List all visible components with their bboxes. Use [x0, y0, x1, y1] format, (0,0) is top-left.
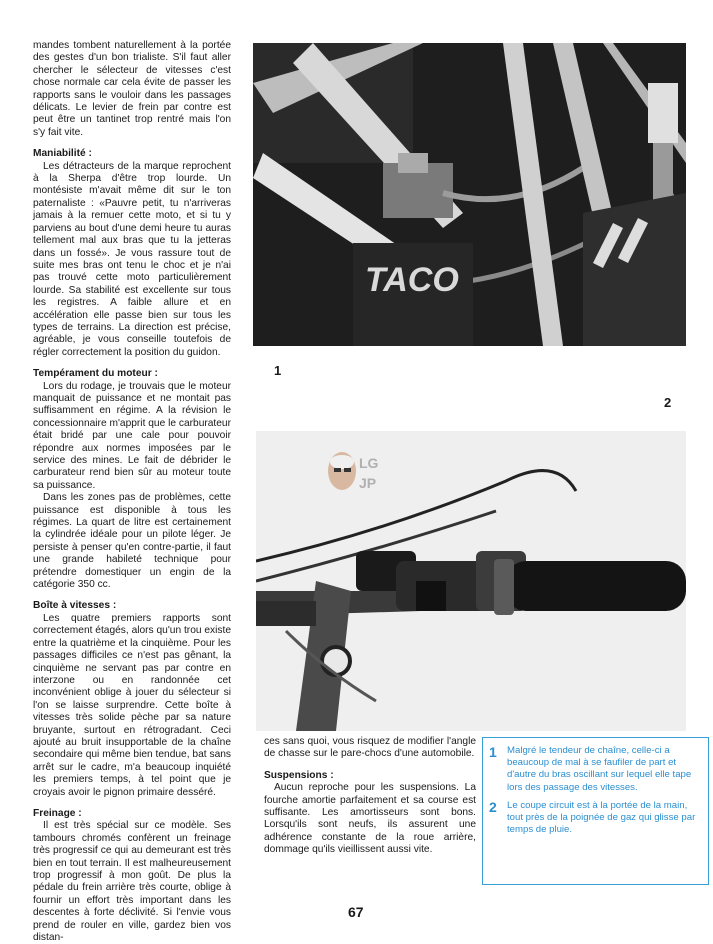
photo-handlebar-throttle [256, 431, 686, 731]
heading-freinage: Freinage : [33, 807, 82, 819]
figure-2-number: 2 [664, 395, 672, 410]
middle-text-column [264, 736, 476, 857]
figure-1-number: 1 [274, 363, 282, 378]
paragraph-temperament-1: Lors du rodage, je trouvais que le moteur manquait de puissance et ne montait pas suffisamment en régime. A la révision le concessionnaire m'apprit que le carburateur était bridé par une cale pour pouvoir répondre aux normes imposées par le service des mines. Le fait de débrider le carburateur rend bien sûr au moteur toute sa puissance. [33, 380, 231, 491]
intro-paragraph: mandes tombent naturellement à la portée des gestes d'un bon trialiste. S'il faut aller chercher le sélecteur de vitesses c'est chose normale car cela évite de passer les rapports sans le vouloir dans les passages délicats. Le levier de frein par contre est peut être un tantinet trop rentré mais l'on s'y fait vite. [33, 40, 231, 138]
lgjp-logo [326, 448, 388, 494]
page-number: 67 [348, 904, 364, 920]
logo-text-bottom: JP [359, 475, 377, 491]
photo-chain-swingarm [253, 43, 686, 346]
caption-number-1: 1 [489, 744, 497, 760]
caption-number-2: 2 [489, 798, 497, 815]
photo-chain-swingarm-drawing [253, 43, 686, 346]
paragraph-temperament-2: Dans les zones pas de problèmes, cette puissance est disponible à tous les régimes. La quart de litre est certainement la cylindrée idéale pour un pilote léger. Je persiste à penser qu'en contre-partie, il faut une grande habileté technique pour prétendre domestiquer un engin de la catégorie 350 cc. [33, 492, 231, 591]
logo-text-top: LG [359, 455, 379, 471]
left-text-column [33, 40, 231, 944]
heading-temperament: Tempérament du moteur : [33, 368, 158, 380]
lgjp-logo-drawing [326, 448, 388, 494]
heading-maniabilite: Maniabilité : [33, 148, 92, 160]
caption-item-1 [489, 745, 702, 794]
caption-item-2 [489, 800, 702, 837]
photo-handlebar-drawing [256, 431, 686, 731]
paragraph-suspensions: Aucun reproche pour les suspensions. La fourche amortie parfaitement et sa course est suffisante. Les amortisseurs sont bons. Lorsqu'ils sont neufs, ils assurent une adhérence constante de la roue arrière, dommage qu'ils vieillissent aussi vite. [264, 782, 476, 856]
caption-text-1: Malgré le tendeur de chaîne, celle-ci a beaucoup de mal à se faufiler de part et d'autre du bras oscillant sur lequel elle tape lors des passage des vitesses. [507, 745, 692, 793]
paragraph-continued: ces sans quoi, vous risquez de modifier l'angle de chasse sur le pare-chocs d'une automobile. [264, 736, 476, 760]
paragraph-boite: Les quatre premiers rapports sont correctement étagés, alors qu'un trou existe entre la quatrième et la cinquième. Pour les passages difficiles ce n'est pas gênant, la cinquième ne servant pas par contre en interzone ou en randonnée cet inconvénient oblige à jouer du sélecteur si l'on se laisse surprendre. Cette boîte à vitesses très solide pèche par sa nature bruyante, surtout en rétrogradant. Ceci ajouté au bruit insupportable de la chaîne secondaire qui même bien tendue, bat sans arrêt sur le cadre, m'a beaucoup inquiété les premiers temps, à tel point que je croyais avoir le pignon primaire desséré. [33, 612, 231, 798]
caption-text-2: Le coupe circuit est à la portée de la main, tout près de la poignée de gaz qui glisse par temps de pluie. [507, 799, 696, 836]
frame-lettering: TACO [365, 261, 459, 299]
heading-boite: Boîte à vitesses : [33, 600, 117, 612]
caption-box [482, 737, 709, 885]
heading-suspensions: Suspensions : [264, 769, 334, 781]
paragraph-freinage: Il est très spécial sur ce modèle. Ses tambours chromés confèrent un freinage très progressif ce qui au demeurant est très bien en tout terrain. Il est malheureusement trop progressif à mon goût. De plus la pédale du frein arrière très courte, oblige à fournir un effort très important dans les descentes à forte déclivité. Si l'envie vous prend de rouler en ville, gardez bien vos distan- [33, 820, 231, 944]
paragraph-maniabilite: Les détracteurs de la marque reprochent à la Sherpa d'être trop lourde. Un montésiste m'avait même dit sur le ton paternaliste : «Pauvre petit, tu n'arriveras jamais à la remuer cette moto, et si tu y parviens au bout d'une demi heure tu auras tellement mal aux bras que tu la jetteras dans un fossé». Je vous rassure tout de suite mes bras ont tenu le choc et je n'ai pas trouvé cette moto particulièrement lourde. Sa stabilité est excellente sur tous les registres. A faible allure et en accélération elle passe bien sur tous les types de terrains. La direction est précise, agréable, je vous conseille toutefois de régler correctement la position du guidon. [33, 160, 231, 358]
